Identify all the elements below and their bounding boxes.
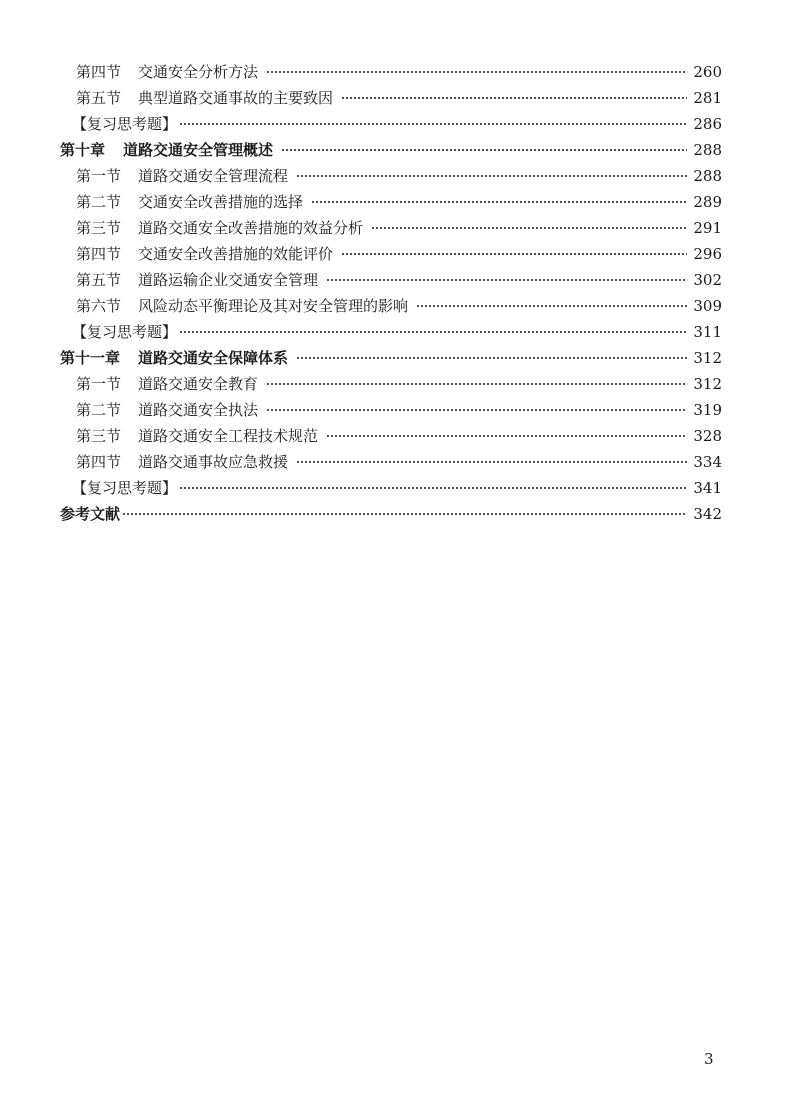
toc-entry-section xyxy=(60,59,722,85)
dot-leader xyxy=(179,486,687,490)
section-number: 第六节 xyxy=(76,297,122,315)
toc-entry-review xyxy=(60,111,722,137)
page-reference: 342 xyxy=(693,505,722,523)
toc-entry-section xyxy=(60,293,722,319)
entry-title: 交通安全改善措施的选择 xyxy=(138,193,304,211)
entry-title: 风险动态平衡理论及其对安全管理的影响 xyxy=(138,297,409,315)
section-number: 第一节 xyxy=(76,167,122,185)
page-reference: 328 xyxy=(693,427,722,445)
page-reference: 302 xyxy=(693,271,722,289)
entry-title: 道路交通安全执法 xyxy=(138,401,259,419)
dot-leader xyxy=(266,408,687,412)
dot-leader xyxy=(416,304,687,308)
page-reference: 291 xyxy=(693,219,722,237)
section-number: 第三节 xyxy=(76,427,122,445)
page-reference: 309 xyxy=(693,297,722,315)
dot-leader xyxy=(266,70,687,74)
dot-leader xyxy=(311,200,687,204)
toc-entry-references xyxy=(60,501,722,527)
dot-leader xyxy=(341,96,687,100)
toc-entry-section xyxy=(60,85,722,111)
entry-title: 交通安全分析方法 xyxy=(138,63,259,81)
page-reference: 311 xyxy=(693,323,722,341)
toc-entry-section xyxy=(60,423,722,449)
section-number: 第一节 xyxy=(76,375,122,393)
page-reference: 334 xyxy=(693,453,722,471)
section-number: 第五节 xyxy=(76,271,122,289)
dot-leader xyxy=(296,356,687,360)
page-reference: 319 xyxy=(693,401,722,419)
toc-entry-section xyxy=(60,215,722,241)
dot-leader xyxy=(296,460,687,464)
page-reference: 341 xyxy=(693,479,722,497)
toc-entry-section xyxy=(60,397,722,423)
section-number: 第五节 xyxy=(76,89,122,107)
toc-entry-review xyxy=(60,319,722,345)
toc-entry-section xyxy=(60,163,722,189)
page-reference: 281 xyxy=(693,89,722,107)
entry-title: 道路交通安全管理概述 xyxy=(123,141,274,159)
entry-title: 参考文献 xyxy=(60,505,121,523)
section-number: 第三节 xyxy=(76,219,122,237)
entry-title: 道路交通安全改善措施的效益分析 xyxy=(138,219,364,237)
table-of-contents xyxy=(60,59,722,527)
toc-entry-chapter xyxy=(60,137,722,163)
entry-title: 道路运输企业交通安全管理 xyxy=(138,271,319,289)
entry-title: 【复习思考题】 xyxy=(72,115,178,133)
page-reference: 296 xyxy=(693,245,722,263)
entry-title: 典型道路交通事故的主要致因 xyxy=(138,89,334,107)
dot-leader xyxy=(296,174,687,178)
dot-leader xyxy=(326,278,687,282)
page-reference: 288 xyxy=(693,167,722,185)
page-reference: 286 xyxy=(693,115,722,133)
entry-title: 【复习思考题】 xyxy=(72,479,178,497)
toc-entry-chapter xyxy=(60,345,722,371)
page-reference: 312 xyxy=(693,349,722,367)
page-reference: 260 xyxy=(693,63,722,81)
entry-title: 道路交通安全管理流程 xyxy=(138,167,289,185)
dot-leader xyxy=(371,226,687,230)
dot-leader xyxy=(122,512,687,516)
dot-leader xyxy=(179,330,687,334)
section-number: 第二节 xyxy=(76,401,122,419)
toc-entry-section xyxy=(60,371,722,397)
entry-title: 道路交通安全工程技术规范 xyxy=(138,427,319,445)
section-number: 第四节 xyxy=(76,63,122,81)
page-reference: 312 xyxy=(693,375,722,393)
section-number: 第四节 xyxy=(76,245,122,263)
entry-title: 道路交通事故应急救援 xyxy=(138,453,289,471)
dot-leader xyxy=(266,382,687,386)
entry-title: 交通安全改善措施的效能评价 xyxy=(138,245,334,263)
toc-entry-section xyxy=(60,449,722,475)
toc-entry-section xyxy=(60,189,722,215)
dot-leader xyxy=(281,148,687,152)
dot-leader xyxy=(341,252,687,256)
folio-page-number: 3 xyxy=(704,1050,714,1068)
toc-entry-section xyxy=(60,267,722,293)
entry-title: 【复习思考题】 xyxy=(72,323,178,341)
entry-title: 道路交通安全保障体系 xyxy=(138,349,289,367)
section-number: 第二节 xyxy=(76,193,122,211)
chapter-number: 第十章 xyxy=(60,141,106,159)
page-reference: 288 xyxy=(693,141,722,159)
toc-entry-section xyxy=(60,241,722,267)
toc-entry-review xyxy=(60,475,722,501)
section-number: 第四节 xyxy=(76,453,122,471)
entry-title: 道路交通安全教育 xyxy=(138,375,259,393)
dot-leader xyxy=(326,434,687,438)
dot-leader xyxy=(179,122,687,126)
page-reference: 289 xyxy=(693,193,722,211)
chapter-number: 第十一章 xyxy=(60,349,121,367)
